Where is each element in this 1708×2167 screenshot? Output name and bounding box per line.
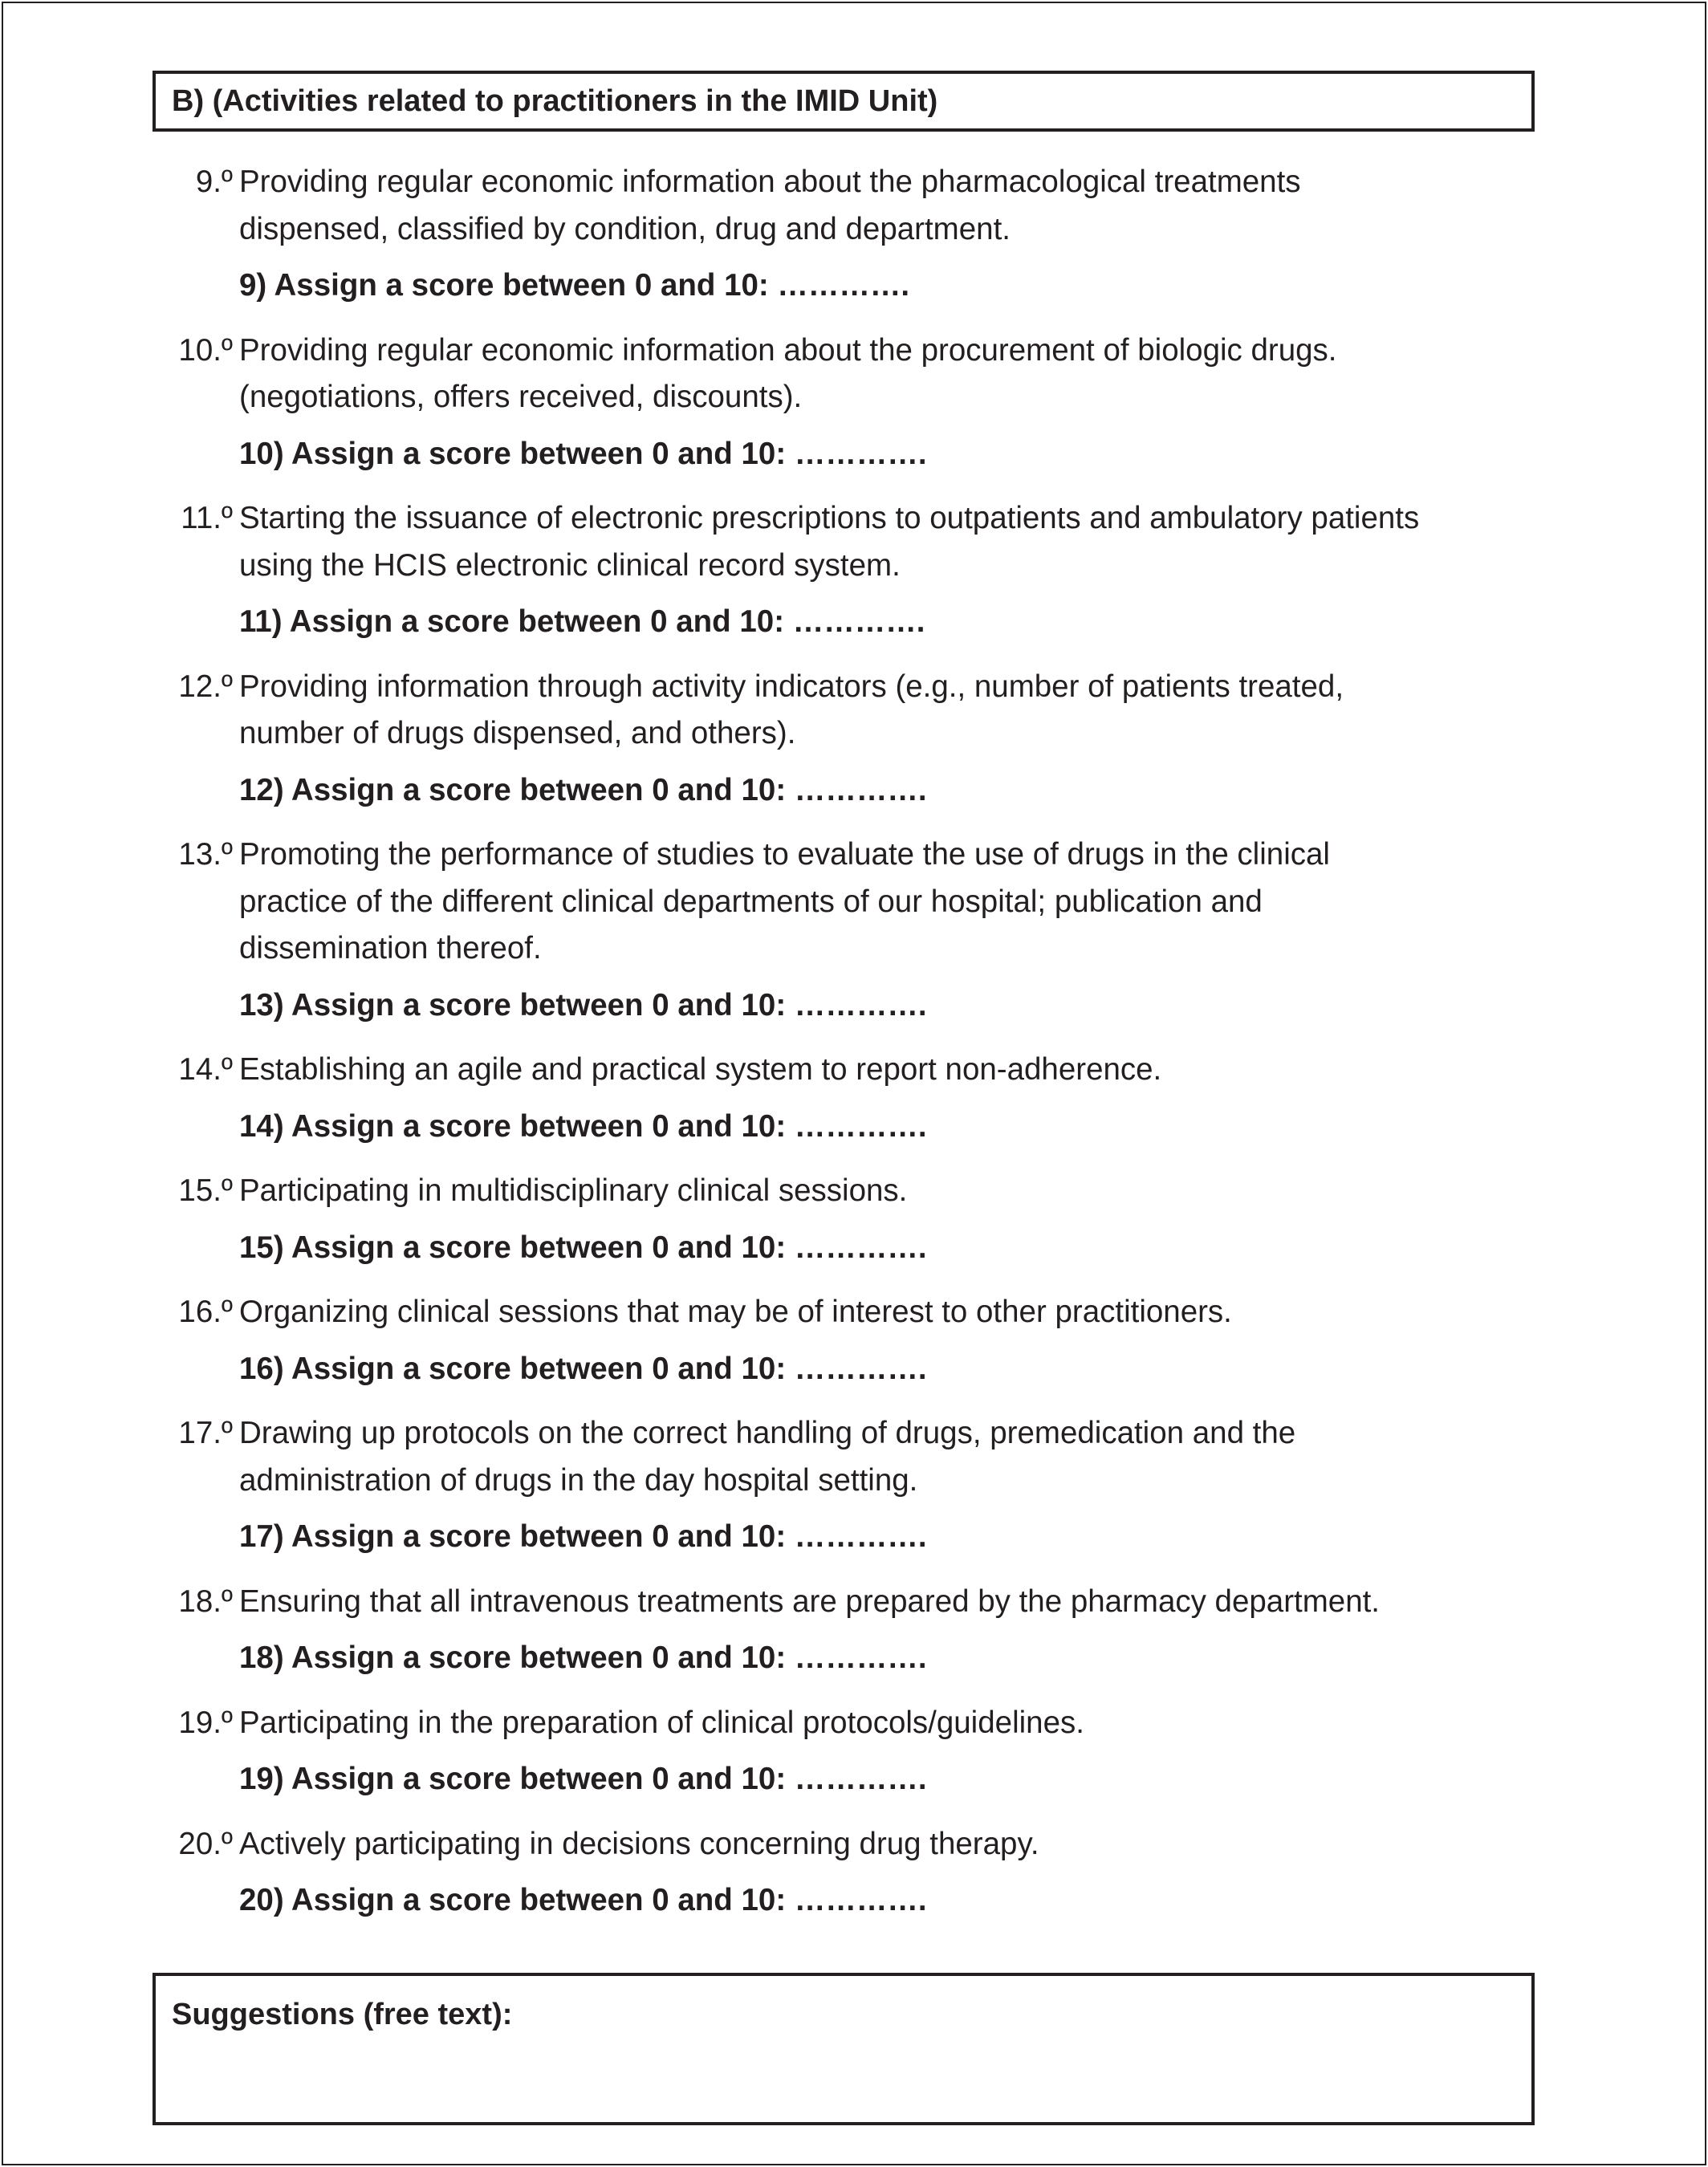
item-number: 12.º [178, 669, 233, 704]
item-text-line: Starting the issuance of electronic prescriptions to outpatients and ambulatory patients [239, 501, 1420, 535]
item-number: 10.º [178, 332, 233, 368]
item-text-line: using the HCIS electronic clinical record system. [239, 547, 901, 583]
score-prompt[interactable]: 15) Assign a score between 0 and 10: …………. [239, 1230, 927, 1265]
item-number: 16.º [178, 1295, 233, 1329]
score-prompt[interactable]: 14) Assign a score between 0 and 10: …………. [239, 1108, 927, 1144]
item-description [152, 159, 1565, 253]
item-number: 9.º [195, 165, 233, 199]
item-text-line: Providing information through activity indicators (e.g., number of patients treated, [239, 669, 1344, 704]
item-description [152, 1579, 1565, 1626]
score-prompt[interactable]: 13) Assign a score between 0 and 10: …………. [239, 987, 927, 1023]
section-title: B) (Activities related to practitioners in the IMID Unit) [152, 71, 1535, 132]
item-number: 11.º [181, 501, 233, 535]
questionnaire-item [152, 831, 1565, 1029]
item-number: 15.º [178, 1173, 233, 1208]
questionnaire-item [152, 1821, 1565, 1925]
questionnaire-item [152, 1579, 1565, 1682]
item-text-line: administration of drugs in the day hospital setting. [239, 1462, 918, 1498]
item-text-line: dispensed, classified by condition, drug and department. [239, 211, 1011, 246]
item-description [152, 831, 1565, 973]
score-prompt[interactable]: 19) Assign a score between 0 and 10: …………. [239, 1762, 927, 1796]
item-number: 13.º [178, 837, 233, 872]
score-prompt[interactable]: 20) Assign a score between 0 and 10: …………. [239, 1883, 927, 1917]
questionnaire-item [152, 495, 1565, 646]
item-description [152, 1289, 1565, 1336]
item-text-line: Organizing clinical sessions that may be of interest to other practitioners. [239, 1295, 1232, 1329]
item-description [152, 1700, 1565, 1747]
item-number: 20.º [178, 1826, 233, 1861]
questionnaire-item [152, 664, 1565, 815]
score-prompt[interactable]: 12) Assign a score between 0 and 10: …………. [239, 772, 927, 807]
item-description [152, 664, 1565, 758]
item-text-line: practice of the different clinical departments of our hospital; publication and [239, 884, 1263, 919]
item-number: 18.º [178, 1584, 233, 1619]
questionnaire-item [152, 1289, 1565, 1392]
item-description [152, 495, 1565, 589]
questionnaire-items [152, 159, 1565, 1942]
item-number: 19.º [178, 1705, 233, 1740]
item-text-line: Providing regular economic information about the pharmacological treatments [239, 165, 1301, 199]
item-text-line: Participating in multidisciplinary clinical sessions. [239, 1173, 908, 1208]
item-description [152, 327, 1565, 421]
suggestions-label: Suggestions (free text): [172, 1998, 513, 2031]
suggestions-box[interactable] [152, 1973, 1535, 2125]
item-number: 14.º [178, 1052, 233, 1087]
score-prompt[interactable]: 9) Assign a score between 0 and 10: …………. [239, 268, 910, 303]
questionnaire-item [152, 1047, 1565, 1150]
score-prompt[interactable]: 16) Assign a score between 0 and 10: …………. [239, 1351, 927, 1386]
item-number: 17.º [178, 1416, 233, 1450]
questionnaire-item [152, 327, 1565, 478]
item-text-line: Establishing an agile and practical system to report non-adherence. [239, 1052, 1162, 1087]
item-text-line: Ensuring that all intravenous treatments are prepared by the pharmacy department. [239, 1584, 1381, 1619]
questionnaire-item [152, 1700, 1565, 1803]
item-text-line: (negotiations, offers received, discounts). [239, 380, 803, 414]
score-prompt[interactable]: 10) Assign a score between 0 and 10: …………. [239, 436, 927, 471]
item-text-line: Promoting the performance of studies to evaluate the use of drugs in the clinical [239, 837, 1330, 872]
item-text-line: Actively participating in decisions concerning drug therapy. [239, 1826, 1039, 1861]
questionnaire-item [152, 1410, 1565, 1561]
item-text-line: Drawing up protocols on the correct handling of drugs, premedication and the [239, 1416, 1296, 1450]
score-prompt[interactable]: 18) Assign a score between 0 and 10: …………. [239, 1640, 927, 1675]
questionnaire-item [152, 159, 1565, 310]
item-description [152, 1821, 1565, 1868]
item-description [152, 1047, 1565, 1094]
item-text-line: number of drugs dispensed, and others). [239, 716, 796, 750]
item-description [152, 1410, 1565, 1504]
questionnaire-item [152, 1168, 1565, 1271]
item-text-line: dissemination thereof. [239, 931, 542, 966]
score-prompt[interactable]: 11) Assign a score between 0 and 10: …………. [239, 604, 925, 639]
item-description [152, 1168, 1565, 1215]
item-text-line: Participating in the preparation of clinical protocols/guidelines. [239, 1705, 1084, 1740]
item-text-line: Providing regular economic information about the procurement of biologic drugs. [239, 332, 1337, 368]
score-prompt[interactable]: 17) Assign a score between 0 and 10: …………. [239, 1519, 927, 1554]
